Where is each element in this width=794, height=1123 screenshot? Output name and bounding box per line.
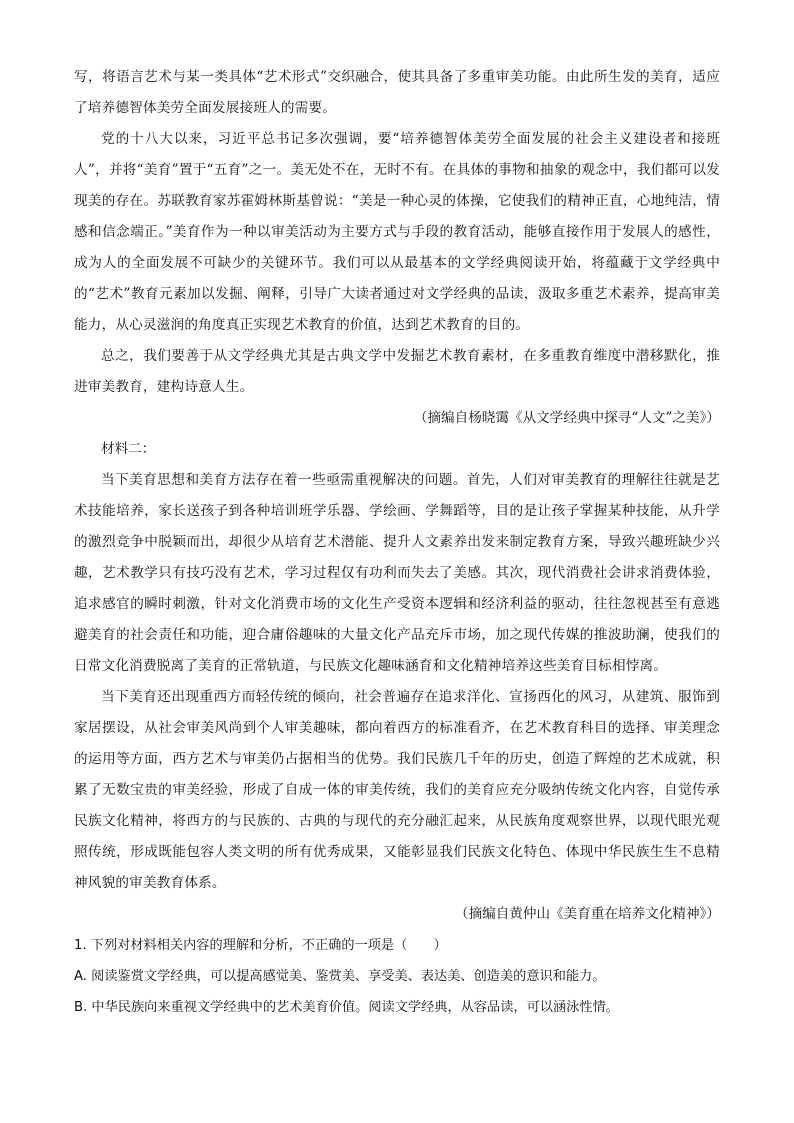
material1-paragraph-continued: 写，将语言艺术与某一类具体“艺术形式”交织融合，使其具备了多重审美功能。由此所生发的美育，适应了培养德智体美劳全面发展接班人的需要。 — [74, 69, 720, 116]
question-1-option-b: B. 中华民族向来重视文学经典中的艺术美育价值。阅读文学经典，从容品读，可以涵泳性情。 — [74, 1000, 619, 1015]
material2-label: 材料二： — [101, 441, 156, 457]
document-page — [74, 62, 720, 1023]
question-1-stem: 1. 下列对材料相关内容的理解和分析，不正确的一项是（ ） — [74, 938, 447, 953]
material2-source: （摘编自黄仲山《美育重在培养文化精神》） — [454, 906, 720, 922]
material2-paragraph-2: 当下美育还出现重西方而轻传统的倾向，社会普遍存在追求洋化、宣扬西化的风习，从建筑、服饰到家居摆设，从社会审美风尚到个人审美趣味，都向着西方的标准看齐，在艺术教育科目的选择、审美理念的运用等方面，西方艺术与审美仍占据相当的优势。我们民族几千年的历史，创造了辉煌的艺术成就，积累了无数宝贵的审美经验，形成了自成一体的审美传统，我们的美育应充分吸纳传统文化内容，自觉传承民族文化精神，将西方的与民族的、古典的与现代的充分融汇起来，从民族角度观察世界，以现代眼光观照传统，形成既能包容人类文明的所有优秀成果，又能彰显我们民族文化特色、体现中华民族生生不息精神风貌的审美教育体系。 — [74, 689, 720, 891]
question-1-option-a: A. 阅读鉴赏文学经典，可以提高感觉美、鉴赏美、享受美、表达美、创造美的意识和能力。 — [74, 969, 606, 984]
material1-paragraph-2: 党的十八大以来，习近平总书记多次强调，要“培养德智体美劳全面发展的社会主义建设者和接班人”，并将“美育”置于“五育”之一。美无处不在，无时不有。在具体的事物和抽象的观念中，我们都可以发现美的存在。苏联教育家苏霍姆林斯基曾说：“美是一种心灵的体操，它使我们的精神正直，心地纯洁，情感和信念端正。”美育作为一种以审美活动为主要方式与手段的教育活动，能够直接作用于发展人的感性，成为人的全面发展不可缺少的关键环节。我们可以从最基本的文学经典阅读开始，将蕴藏于文学经典中的“艺术”教育元素加以发掘、阐释，引导广大读者通过对文学经典的品读，汲取多重艺术素养，提高审美能力，从心灵滋润的角度真正实现艺术教育的价值，达到艺术教育的目的。 — [74, 131, 720, 333]
material1-source: （摘编自杨晓霭《从文学经典中探寻“人文”之美》） — [413, 410, 720, 426]
material2-paragraph-1: 当下美育思想和美育方法存在着一些亟需重视解决的问题。首先，人们对审美教育的理解往往就是艺术技能培养，家长送孩子到各种培训班学乐器、学绘画、学舞蹈等，目的是让孩子掌握某种技能，从升学的激烈竞争中脱颖而出，却很少从培育艺术潜能、提升人文素养出发来制定教育方案，导致兴趣班缺少兴趣，艺术教学只有技巧没有艺术，学习过程仅有功利而失去了美感。其次，现代消费社会讲求消费体验，追求感官的瞬时刺激，针对文化消费市场的文化生产受资本逻辑和经济利益的驱动，往往忽视甚至有意逃避美育的社会责任和功能，迎合庸俗趣味的大量文化产品充斥市场，加之现代传媒的推波助澜，使我们的日常文化消费脱离了美育的正常轨道，与民族文化趣味涵育和文化精神培养这些美育目标相悖离。 — [74, 472, 720, 674]
material1-paragraph-3: 总之，我们要善于从文学经典尤其是古典文学中发掘艺术教育素材，在多重教育维度中潜移默化，推进审美教育，建构诗意人生。 — [74, 348, 720, 395]
